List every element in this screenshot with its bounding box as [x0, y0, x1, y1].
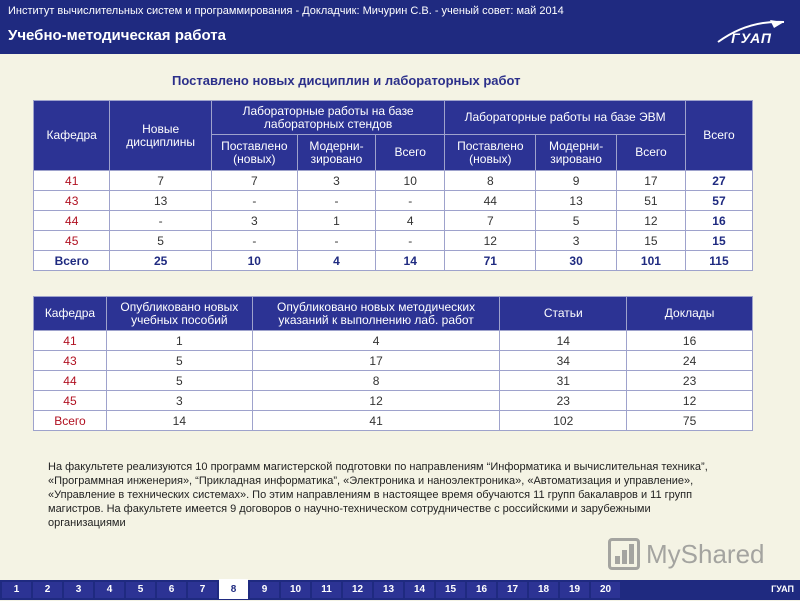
table-cell: 75 — [627, 411, 753, 431]
table-row — [34, 391, 753, 411]
table-cell: 10 — [376, 171, 445, 191]
table-row — [34, 331, 753, 351]
table-cell: 14 — [376, 251, 445, 271]
table-row — [34, 211, 753, 231]
page-link[interactable]: 13 — [374, 582, 403, 598]
table-cell: 30 — [536, 251, 617, 271]
watermark — [608, 538, 765, 570]
table-cell: 43 — [34, 191, 110, 211]
table-cell: 7 — [110, 171, 212, 191]
col-header-textbooks: Опубликовано новых учебных пособий — [106, 297, 252, 331]
col-header-kafedra: Кафедра — [34, 297, 107, 331]
subheader-modernized: Модерни-зировано — [536, 135, 617, 171]
table-cell: Всего — [34, 411, 107, 431]
slide-header — [0, 0, 800, 54]
logo-text: ГУАП — [731, 30, 772, 46]
table-cell: 31 — [500, 371, 627, 391]
table-cell: 12 — [252, 391, 500, 411]
table-cell: - — [376, 231, 445, 251]
col-header-lab-evm: Лабораторные работы на базе ЭВМ — [445, 101, 686, 135]
table-cell: 34 — [500, 351, 627, 371]
col-header-reports: Доклады — [627, 297, 753, 331]
table-cell: 7 — [445, 211, 536, 231]
table-row — [34, 231, 753, 251]
section-title: Поставлено новых дисциплин и лабораторных работ — [172, 73, 521, 88]
col-header-new-disciplines: Новые дисциплины — [110, 101, 212, 171]
table-cell: 3 — [106, 391, 252, 411]
table-cell: 41 — [252, 411, 500, 431]
table-cell: 12 — [627, 391, 753, 411]
disciplines-table — [33, 100, 753, 271]
slide-footer — [0, 580, 800, 600]
table-cell: 45 — [34, 231, 110, 251]
page-link[interactable]: 19 — [560, 582, 589, 598]
table-cell: 41 — [34, 331, 107, 351]
page-link[interactable]: 18 — [529, 582, 558, 598]
page-link[interactable]: 5 — [126, 582, 155, 598]
table-row — [34, 371, 753, 391]
table-cell: 43 — [34, 351, 107, 371]
subheader-total: Всего — [376, 135, 445, 171]
table-cell: 24 — [627, 351, 753, 371]
table-cell: 4 — [252, 331, 500, 351]
table-cell: 23 — [500, 391, 627, 411]
table-cell: 5 — [106, 351, 252, 371]
bar-chart-icon — [608, 538, 640, 570]
subheader-total: Всего — [616, 135, 685, 171]
table-cell: - — [297, 191, 375, 211]
table-cell: - — [211, 231, 297, 251]
table-cell: - — [297, 231, 375, 251]
table-cell: 5 — [536, 211, 617, 231]
table-cell: 57 — [685, 191, 752, 211]
table-cell: 13 — [110, 191, 212, 211]
footer-brand: ГУАП — [771, 584, 794, 594]
page-link[interactable]: 14 — [405, 582, 434, 598]
table-cell: 17 — [252, 351, 500, 371]
table-cell: 51 — [616, 191, 685, 211]
page-link[interactable]: 1 — [2, 582, 31, 598]
table-cell: 44 — [34, 211, 110, 231]
table-cell: 41 — [34, 171, 110, 191]
page-link[interactable]: 16 — [467, 582, 496, 598]
table-cell: 102 — [500, 411, 627, 431]
table-cell: 4 — [376, 211, 445, 231]
table-row — [34, 191, 753, 211]
table-cell: - — [110, 211, 212, 231]
page-link[interactable]: 7 — [188, 582, 217, 598]
page-link[interactable]: 3 — [64, 582, 93, 598]
table-total-row — [34, 251, 753, 271]
table-cell: 16 — [627, 331, 753, 351]
watermark-text: MyShared — [646, 538, 765, 569]
table-row — [34, 351, 753, 371]
subheader-placed: Поставлено (новых) — [445, 135, 536, 171]
table-row — [34, 171, 753, 191]
subheader-modernized: Модерни-зировано — [297, 135, 375, 171]
table-cell: 5 — [106, 371, 252, 391]
table-cell: 44 — [445, 191, 536, 211]
page-link-current[interactable]: 8 — [219, 579, 248, 599]
table-cell: 1 — [106, 331, 252, 351]
page-link[interactable]: 4 — [95, 582, 124, 598]
page-link[interactable]: 15 — [436, 582, 465, 598]
table-cell: 3 — [211, 211, 297, 231]
table-cell: 13 — [536, 191, 617, 211]
summary-paragraph: На факультете реализуются 10 программ магистерской подготовки по направлениям “Информатика и вычислительная техника”, «Программная инженерия», “Прикладная информатика”, «Электроника и наноэлектроника», «Автоматизация и управление», «Управление в технических системах». По этим направлениям в настоящее время обучаются 11 групп бакалавров и 11 групп магистров. На факультете имеется 9 договоров о научно-техническом сотрудничестве с российскими и зарубежными организациями — [48, 461, 708, 529]
col-header-lab-stands: Лабораторные работы на базе лабораторных стендов — [211, 101, 444, 135]
table-cell: 44 — [34, 371, 107, 391]
table-cell: 25 — [110, 251, 212, 271]
page-link[interactable]: 20 — [591, 582, 620, 598]
table-cell: 23 — [627, 371, 753, 391]
table-cell: 8 — [445, 171, 536, 191]
page-link[interactable]: 6 — [157, 582, 186, 598]
page-link[interactable]: 10 — [281, 582, 310, 598]
col-header-kafedra: Кафедра — [34, 101, 110, 171]
table-cell: 10 — [211, 251, 297, 271]
table-cell: - — [376, 191, 445, 211]
table-cell: 71 — [445, 251, 536, 271]
table-cell: 1 — [297, 211, 375, 231]
table-cell: 101 — [616, 251, 685, 271]
page-link[interactable]: 11 — [312, 582, 341, 598]
table-cell: 115 — [685, 251, 752, 271]
table-cell: 9 — [536, 171, 617, 191]
page-link[interactable]: 12 — [343, 582, 372, 598]
table-cell: 5 — [110, 231, 212, 251]
page-link[interactable]: 17 — [498, 582, 527, 598]
pager — [2, 582, 622, 599]
table-cell: 45 — [34, 391, 107, 411]
table-cell: 16 — [685, 211, 752, 231]
col-header-total: Всего — [685, 101, 752, 171]
table-cell: - — [211, 191, 297, 211]
slide-subtitle: Институт вычислительных систем и программирования - Докладчик: Мичурин С.В. - ученый совет: май 2014 — [8, 5, 564, 17]
table-cell: Всего — [34, 251, 110, 271]
slide-title: Учебно-методическая работа — [8, 27, 226, 44]
page-link[interactable]: 2 — [33, 582, 62, 598]
table-cell: 15 — [616, 231, 685, 251]
table-cell: 7 — [211, 171, 297, 191]
table-cell: 14 — [500, 331, 627, 351]
table-cell: 12 — [445, 231, 536, 251]
table-total-row — [34, 411, 753, 431]
table-cell: 15 — [685, 231, 752, 251]
publications-table — [33, 296, 753, 431]
table-cell: 4 — [297, 251, 375, 271]
table-cell: 8 — [252, 371, 500, 391]
page-link[interactable]: 9 — [250, 582, 279, 598]
subheader-placed: Поставлено (новых) — [211, 135, 297, 171]
table-cell: 12 — [616, 211, 685, 231]
table-cell: 3 — [536, 231, 617, 251]
table-cell: 27 — [685, 171, 752, 191]
table-cell: 3 — [297, 171, 375, 191]
col-header-lab-guides: Опубликовано новых методических указаний к выполнению лаб. работ — [252, 297, 500, 331]
col-header-articles: Статьи — [500, 297, 627, 331]
table-cell: 14 — [106, 411, 252, 431]
table-cell: 17 — [616, 171, 685, 191]
